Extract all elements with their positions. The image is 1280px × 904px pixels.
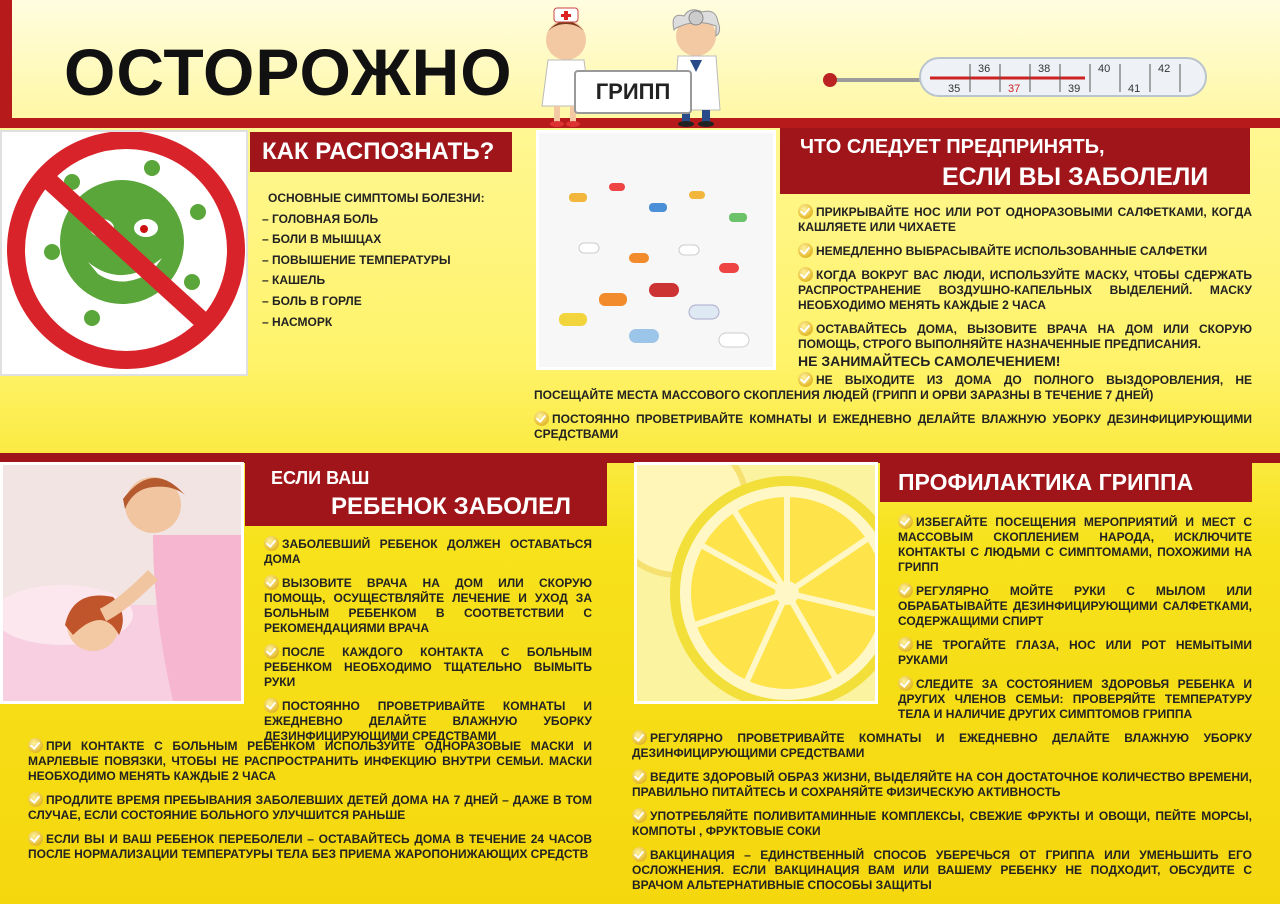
check-icon	[898, 637, 913, 652]
check-icon	[28, 831, 43, 846]
prevention-list	[898, 514, 1252, 730]
doctor-nurse-illustration	[530, 6, 740, 128]
list-item-text: ВЕДИТЕ ЗДОРОВЫЙ ОБРАЗ ЖИЗНИ, ВЫДЕЛЯЙТЕ НА СОН ДОСТАТОЧНОЕ КОЛИЧЕСТВО ВРЕМЕНИ, ПРАВИЛЬНО ПИТАЙТЕСЬ И СОХРАНЯЙТЕ ФИЗИЧЕСКУЮ АКТИВНОСТЬ	[632, 770, 1252, 799]
check-icon	[264, 575, 279, 590]
check-icon	[632, 808, 647, 823]
thermo-label: 36	[978, 63, 991, 75]
list-item	[28, 831, 592, 862]
list-item	[28, 738, 592, 784]
check-icon	[264, 644, 279, 659]
list-item-text: ПОСТОЯННО ПРОВЕТРИВАЙТЕ КОМНАТЫ И ЕЖЕДНЕВНО ДЕЛАЙТЕ ВЛАЖНУЮ УБОРКУ ДЕЗИНФИЦИРУЮЩИМИ СРЕДСТВАМИ	[534, 412, 1252, 441]
page-title: ОСТОРОЖНО	[64, 35, 513, 109]
list-item	[898, 637, 1252, 668]
list-item-text: ОСТАВАЙТЕСЬ ДОМА, ВЫЗОВИТЕ ВРАЧА НА ДОМ ИЛИ СКОРУЮ ПОМОЩЬ, СТРОГО ВЫПОЛНЯЙТЕ НАЗНАЧЕННЫЕ ПРЕДПИСАНИЯ.	[798, 322, 1252, 351]
list-item-text: РЕГУЛЯРНО МОЙТЕ РУКИ С МЫЛОМ ИЛИ ОБРАБАТЫВАЙТЕ ДЕЗИНФИЦИРУЮЩИМИ САЛФЕТКАМИ, СОДЕРЖАЩИМИ СПИРТ	[898, 584, 1252, 628]
thermo-label: 41	[1128, 83, 1141, 95]
list-item-text: СЛЕДИТЕ ЗА СОСТОЯНИЕМ ЗДОРОВЬЯ РЕБЕНКА И ДРУГИХ ЧЛЕНОВ СЕМЬИ: ПРОВЕРЯЙТЕ ТЕМПЕРАТУРУ ТЕЛА И НАЛИЧИЕ ДРУГИХ СИМПТОМОВ ГРИППА	[898, 677, 1252, 721]
pills-icon	[539, 133, 773, 367]
header-left-strip	[0, 0, 12, 128]
check-icon	[898, 583, 913, 598]
thermo-label: 37	[1008, 83, 1021, 95]
check-icon	[632, 847, 647, 862]
list-item-text: НЕМЕДЛЕННО ВЫБРАСЫВАЙТЕ ИСПОЛЬЗОВАННЫЕ САЛФЕТКИ	[816, 244, 1208, 258]
list-item-text: ПРИКРЫВАЙТЕ НОС ИЛИ РОТ ОДНОРАЗОВЫМИ САЛФЕТКАМИ, КОГДА КАШЛЯЕТЕ ИЛИ ЧИХАЕТЕ	[798, 205, 1252, 234]
lemon-icon	[637, 465, 875, 701]
check-icon	[28, 738, 43, 753]
check-icon	[264, 536, 279, 551]
list-item	[264, 575, 592, 636]
thermo-label: 42	[1158, 63, 1171, 75]
symptom-item: – БОЛЬ В ГОРЛЕ	[262, 293, 362, 308]
check-icon	[898, 514, 913, 529]
list-item-text: ВАКЦИНАЦИЯ – ЕДИНСТВЕННЫЙ СПОСОБ УБЕРЕЧЬСЯ ОТ ГРИППА ИЛИ УМЕНЬШИТЬ ЕГО ОСЛОЖНЕНИЯ. ЕСЛИ ВАКЦИНАЦИЯ ВАМ ИЛИ ВАШЕМУ РЕБЕНКУ НЕ ПОДХОДИТ, ОБСУДИТЕ С ВРАЧОМ АЛЬТЕРНАТИВНЫЕ СПОСОБЫ ЗАЩИТЫ	[632, 848, 1252, 892]
check-icon	[264, 698, 279, 713]
action-heading	[780, 128, 1250, 194]
check-icon	[898, 676, 913, 691]
action-heading-line1: ЧТО СЛЕДУЕТ ПРЕДПРИНЯТЬ,	[800, 136, 1105, 158]
child-list	[264, 536, 592, 752]
list-item	[534, 372, 1252, 403]
list-item-text: ПОСТОЯННО ПРОВЕТРИВАЙТЕ КОМНАТЫ И ЕЖЕДНЕВНО ДЕЛАЙТЕ ВЛАЖНУЮ УБОРКУ ДЕЗИНФИЦИРУЮЩИМИ СРЕДСТВАМИ	[264, 699, 592, 743]
list-item	[632, 730, 1252, 761]
thermometer-icon	[820, 52, 1210, 102]
lemon-image	[634, 462, 878, 704]
check-icon	[534, 411, 549, 426]
list-item	[798, 243, 1252, 259]
action-heading-line2: ЕСЛИ ВЫ ЗАБОЛЕЛИ	[942, 163, 1209, 191]
check-icon	[798, 372, 813, 387]
thermo-label: 39	[1068, 83, 1081, 95]
check-icon	[798, 243, 813, 258]
flu-sign: ГРИПП	[574, 70, 692, 114]
child-heading	[245, 462, 607, 526]
list-item	[798, 321, 1252, 352]
list-item-text: ЕСЛИ ВЫ И ВАШ РЕБЕНОК ПЕРЕБОЛЕЛИ – ОСТАВАЙТЕСЬ ДОМА В ТЕЧЕНИЕ 24 ЧАСОВ ПОСЛЕ НОРМАЛИЗАЦИИ ТЕМПЕРАТУРЫ ТЕЛА БЕЗ ПРИЕМА ЖАРОПОНИЖАЮЩИХ СРЕДСТВ	[28, 832, 592, 861]
list-item	[264, 536, 592, 567]
list-item	[534, 411, 1252, 442]
list-item	[898, 676, 1252, 722]
thermo-label: 35	[948, 83, 961, 95]
list-item	[632, 769, 1252, 800]
check-icon	[28, 792, 43, 807]
prevention-list-bottom	[632, 730, 1252, 901]
pills-image	[536, 130, 776, 370]
child-list-bottom	[28, 738, 592, 870]
list-item	[898, 583, 1252, 629]
list-item	[898, 514, 1252, 575]
thermo-label: 40	[1098, 63, 1111, 75]
child-heading-line1: ЕСЛИ ВАШ	[271, 468, 370, 488]
symptoms-list	[262, 188, 532, 332]
list-item	[28, 792, 592, 823]
list-item-text: КОГДА ВОКРУГ ВАС ЛЮДИ, ИСПОЛЬЗУЙТЕ МАСКУ, ЧТОБЫ СДЕРЖАТЬ РАСПРОСТРАНЕНИЕ ВОЗДУШНО-КАПЕЛЬНЫХ ВЫДЕЛЕНИЙ. МАСКУ НЕОБХОДИМО МЕНЯТЬ КАЖДЫЕ 2 ЧАСА	[798, 268, 1252, 312]
symptom-item: – ПОВЫШЕНИЕ ТЕМПЕРАТУРЫ	[262, 252, 451, 267]
symptom-item: – КАШЕЛЬ	[262, 273, 326, 288]
list-item	[632, 808, 1252, 839]
list-item-text: ПОСЛЕ КАЖДОГО КОНТАКТА С БОЛЬНЫМ РЕБЕНКОМ НЕОБХОДИМО ТЩАТЕЛЬНО ВЫМЫТЬ РУКИ	[264, 645, 592, 689]
recognize-heading: КАК РАСПОЗНАТЬ?	[250, 132, 512, 172]
check-icon	[798, 267, 813, 282]
child-heading-line2: РЕБЕНОК ЗАБОЛЕЛ	[331, 493, 571, 520]
action-list	[798, 204, 1252, 377]
list-item-text: ПРОДЛИТЕ ВРЕМЯ ПРЕБЫВАНИЯ ЗАБОЛЕВШИХ ДЕТЕЙ ДОМА НА 7 ДНЕЙ – ДАЖЕ В ТОМ СЛУЧАЕ, ЕСЛИ СОСТОЯНИЕ БОЛЬНОГО УЛУЧШИТСЯ РАНЬШЕ	[28, 793, 592, 822]
list-item-text: УПОТРЕБЛЯЙТЕ ПОЛИВИТАМИННЫЕ КОМПЛЕКСЫ, СВЕЖИЕ ФРУКТЫ И ОВОЩИ, ПЕЙТЕ МОРСЫ, КОМПОТЫ , ФРУКТОВЫЕ СОКИ	[632, 809, 1252, 838]
list-item-text: ИЗБЕГАЙТЕ ПОСЕЩЕНИЯ МЕРОПРИЯТИЙ И МЕСТ С МАССОВЫМ СКОПЛЕНИЕМ НАРОДА, ИСКЛЮЧИТЕ КОНТАКТЫ С ЛЮДЬМИ С СИМПТОМАМИ, ПОХОЖИМИ НА ГРИПП	[898, 515, 1252, 574]
prevention-heading: ПРОФИЛАКТИКА ГРИППА	[880, 462, 1252, 502]
no-virus-icon	[2, 132, 246, 374]
symptom-item: – НАСМОРК	[262, 314, 333, 329]
list-item-text: РЕГУЛЯРНО ПРОВЕТРИВАЙТЕ КОМНАТЫ И ЕЖЕДНЕВНО ДЕЛАЙТЕ ВЛАЖНУЮ УБОРКУ ДЕЗИНФИЦИРУЮЩИМИ СРЕДСТВАМИ	[632, 731, 1252, 760]
action-list-wide	[534, 372, 1252, 450]
list-item-text: ВЫЗОВИТЕ ВРАЧА НА ДОМ ИЛИ СКОРУЮ ПОМОЩЬ, ОСУЩЕСТВЛЯЙТЕ ЛЕЧЕНИЕ И УХОД ЗА БОЛЬНЫМ РЕБЕНКОМ В СООТВЕТСТВИИ С РЕКОМЕНДАЦИЯМИ ВРАЧА	[264, 576, 592, 635]
list-item	[264, 644, 592, 690]
thermo-label: 38	[1038, 63, 1051, 75]
list-item-text: ПРИ КОНТАКТЕ С БОЛЬНЫМ РЕБЕНКОМ ИСПОЛЬЗУЙТЕ ОДНОРАЗОВЫЕ МАСКИ И МАРЛЕВЫЕ ПОВЯЗКИ, ЧТОБЫ НЕ РАСПРОСТРАНИТЬ ИНФЕКЦИЮ ВНУТРИ СЕМЬИ. МАСКИ НЕОБХОДИМО МЕНЯТЬ КАЖДЫЕ 2 ЧАСА	[28, 739, 592, 783]
list-item-text: ЗАБОЛЕВШИЙ РЕБЕНОК ДОЛЖЕН ОСТАВАТЬСЯ ДОМА	[264, 537, 592, 566]
check-icon	[632, 730, 647, 745]
list-item	[798, 204, 1252, 235]
check-icon	[798, 321, 813, 336]
check-icon	[798, 204, 813, 219]
list-item	[632, 847, 1252, 893]
check-icon	[632, 769, 647, 784]
list-item	[798, 267, 1252, 313]
no-virus-image	[0, 130, 248, 376]
list-item-text: НЕ ТРОГАЙТЕ ГЛАЗА, НОС ИЛИ РОТ НЕМЫТЫМИ РУКАМИ	[898, 638, 1252, 667]
sick-child-image	[0, 462, 244, 704]
symptom-item: – БОЛИ В МЫШЦАХ	[262, 232, 382, 247]
no-self-treatment: НЕ ЗАНИМАЙТЕСЬ САМОЛЕЧЕНИЕМ!	[798, 353, 1061, 369]
list-item-text: НЕ ВЫХОДИТЕ ИЗ ДОМА ДО ПОЛНОГО ВЫЗДОРОВЛЕНИЯ, НЕ ПОСЕЩАЙТЕ МЕСТА МАССОВОГО СКОПЛЕНИЯ ЛЮДЕЙ (ГРИПП И ОРВИ ЗАРАЗНЫ В ТЕЧЕНИЕ 7 ДНЕЙ)	[534, 373, 1252, 402]
symptom-item: – ГОЛОВНАЯ БОЛЬ	[262, 211, 379, 226]
symptoms-title: ОСНОВНЫЕ СИМПТОМЫ БОЛЕЗНИ:	[268, 191, 485, 205]
sick-child-icon	[3, 465, 241, 701]
